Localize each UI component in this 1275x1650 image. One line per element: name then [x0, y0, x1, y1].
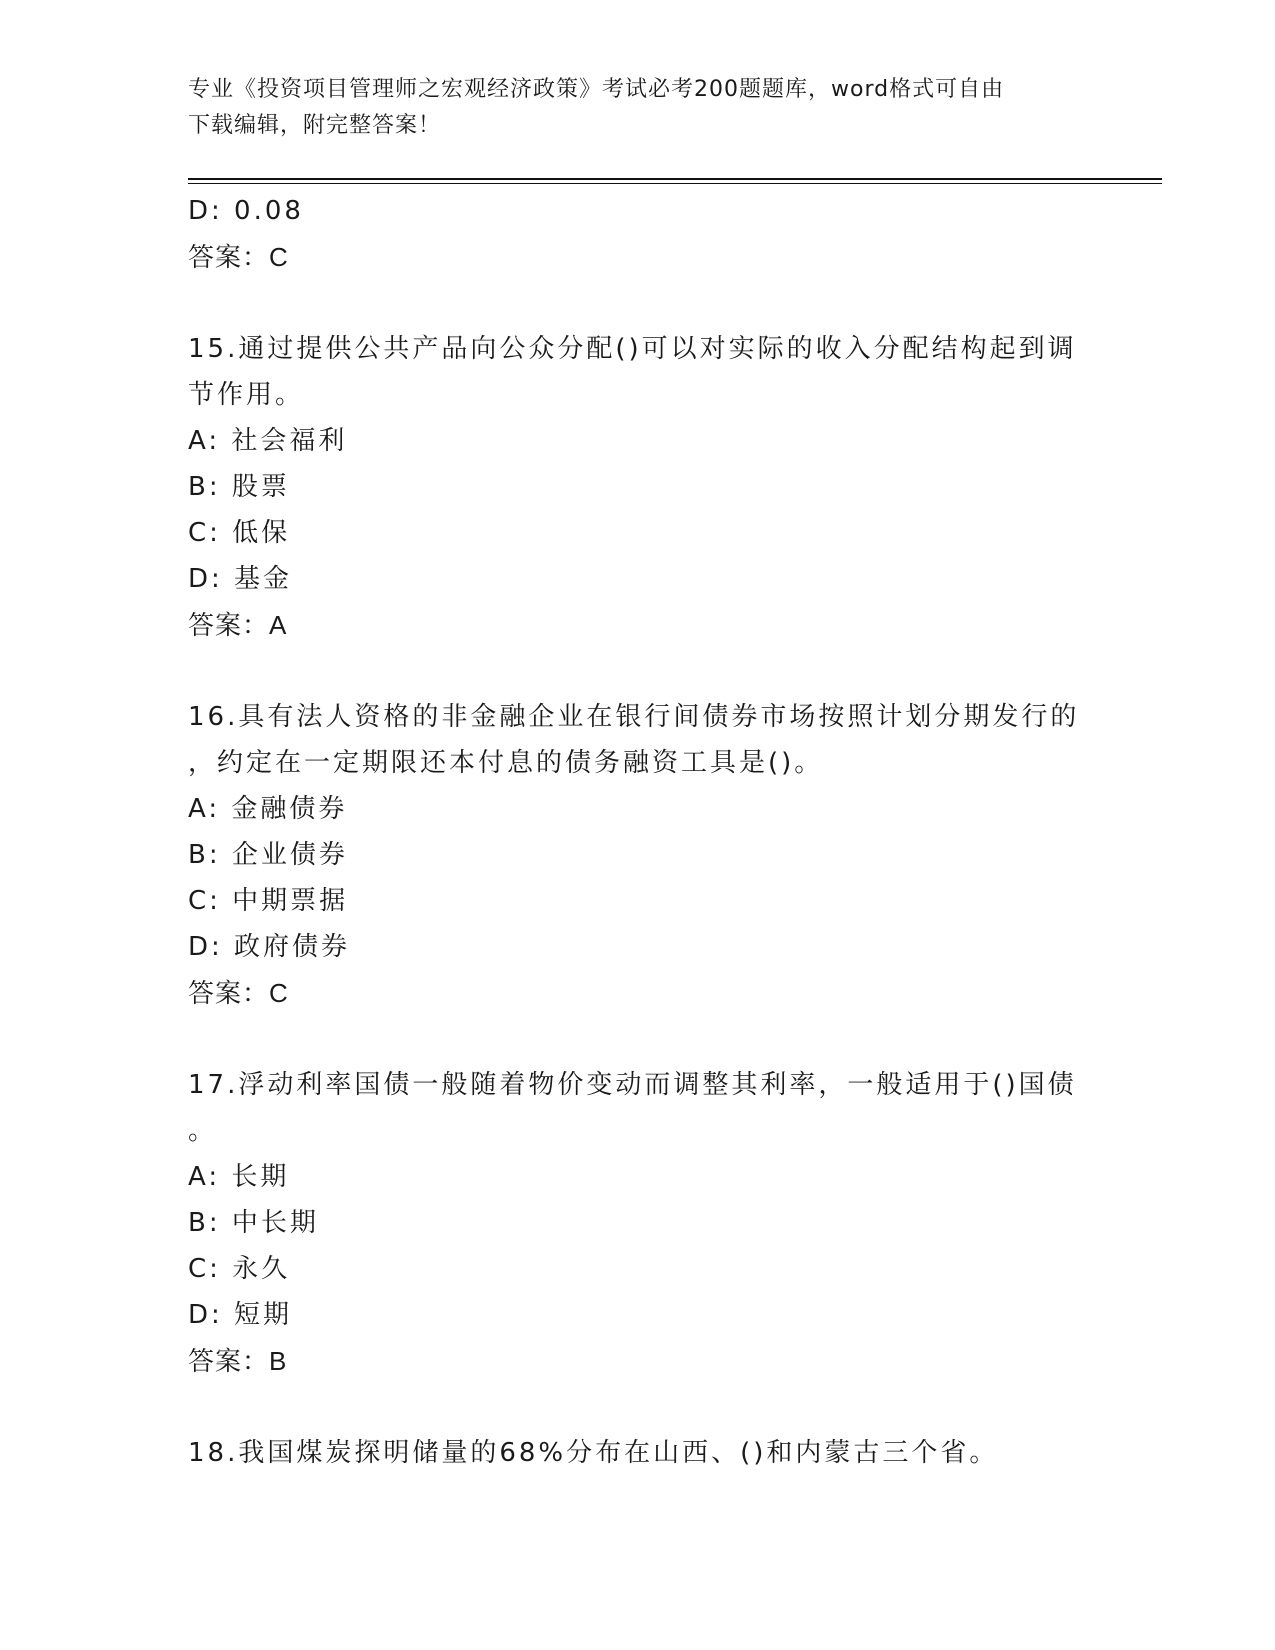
- answer-line: 答案：A: [188, 610, 288, 640]
- option-a: A: 社会福利: [188, 426, 348, 456]
- question-18: [188, 1430, 1088, 1476]
- question-stem: 17.浮动利率国债一般随着物价变动而调整其利率，一般适用于()国债: [188, 1070, 1077, 1100]
- question-15: [188, 326, 1088, 648]
- question-stem: 15.通过提供公共产品向公众分配()可以对实际的收入分配结构起到调: [188, 334, 1077, 364]
- spacer: [188, 648, 1088, 694]
- option-a: A: 金融债券: [188, 794, 348, 824]
- header-line-2: 下载编辑，附完整答案！: [188, 113, 442, 138]
- option-c: C: 低保: [188, 518, 291, 548]
- question-17: [188, 1062, 1088, 1384]
- option-a: A: 长期: [188, 1162, 290, 1192]
- option-d: D: 0.08: [188, 196, 304, 226]
- document-header: [188, 72, 1088, 144]
- header-divider-thick: [188, 178, 1162, 180]
- spacer: [188, 1384, 1088, 1430]
- option-b: B: 中长期: [188, 1208, 319, 1238]
- option-b: B: 股票: [188, 472, 290, 502]
- question-16: [188, 694, 1088, 1016]
- spacer: [188, 1016, 1088, 1062]
- question-stem: 16.具有法人资格的非金融企业在银行间债券市场按照计划分期发行的: [188, 702, 1080, 732]
- header-line-1: 专业《投资项目管理师之宏观经济政策》考试必考200题题库，word格式可自由: [188, 77, 1005, 102]
- option-b: B: 企业债券: [188, 840, 348, 870]
- question-stem-continued: ，约定在一定期限还本付息的债务融资工具是()。: [188, 748, 824, 778]
- answer-line: 答案：C: [188, 242, 289, 272]
- option-d: D: 基金: [188, 564, 293, 594]
- option-d: D: 短期: [188, 1300, 293, 1330]
- question-stem-continued: 。: [188, 1116, 218, 1146]
- question-stem-continued: 节作用。: [188, 380, 305, 410]
- option-d: D: 政府债券: [188, 932, 351, 962]
- spacer: [188, 280, 1088, 326]
- question-content: [188, 188, 1088, 1476]
- header-divider-thin: [188, 183, 1162, 184]
- option-c: C: 永久: [188, 1254, 291, 1284]
- answer-line: 答案：B: [188, 1346, 288, 1376]
- option-c: C: 中期票据: [188, 886, 349, 916]
- question-stem: 18.我国煤炭探明储量的68%分布在山西、()和内蒙古三个省。: [188, 1438, 999, 1468]
- answer-line: 答案：C: [188, 978, 289, 1008]
